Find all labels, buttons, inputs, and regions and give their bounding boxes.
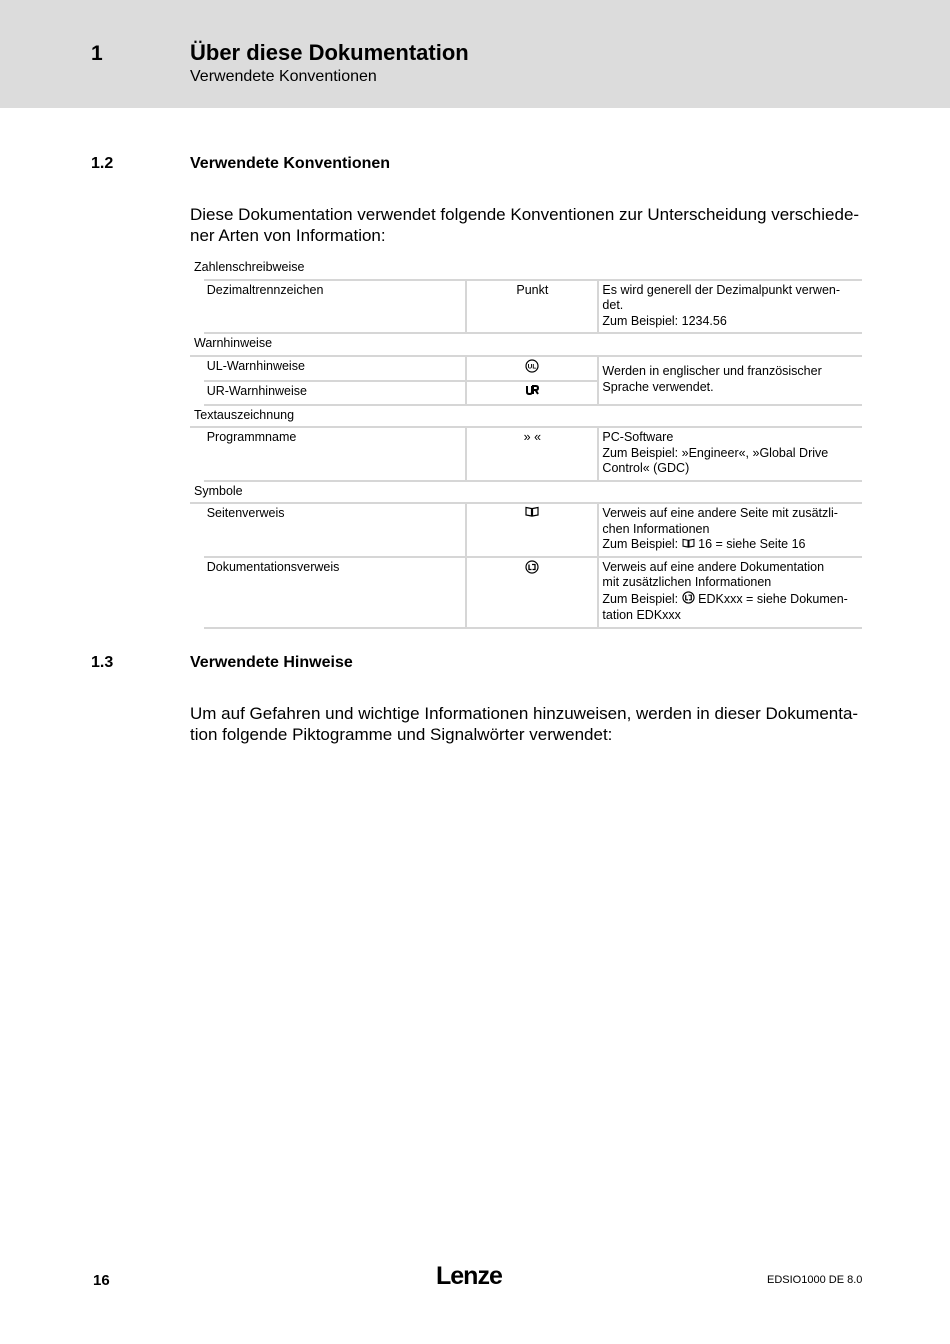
decimal-description: Es wird generell der Dezimalpunkt verwen- det. Zum Beispiel: 1234.56 xyxy=(598,280,862,334)
table-row xyxy=(190,503,862,557)
category-text: Textauszeichnung xyxy=(190,405,862,428)
table-row xyxy=(190,427,862,481)
svg-text:UL: UL xyxy=(528,363,537,370)
intro-line: ner Arten von Information: xyxy=(190,226,386,245)
category-row xyxy=(190,481,862,504)
warning-description: Werden in englischer und französischer Sprache verwendet. xyxy=(598,356,862,405)
intro-line: Um auf Gefahren und wichtige Informationen hinzuweisen, werden in dieser Dokumenta- xyxy=(190,704,859,723)
category-warnings: Warnhinweise xyxy=(190,333,862,356)
table-row xyxy=(190,280,862,334)
chapter-number: 1 xyxy=(91,42,103,65)
program-symbol: » « xyxy=(466,427,598,481)
decimal-name: Dezimaltrennzeichen xyxy=(204,280,467,334)
category-row xyxy=(190,405,862,428)
documentation-reference-icon xyxy=(682,591,695,609)
category-row xyxy=(190,333,862,356)
book-icon xyxy=(525,506,539,522)
program-description: PC-Software Zum Beispiel: »Engineer«, »Global Drive Control« (GDC) xyxy=(598,427,862,481)
category-row xyxy=(190,258,862,280)
lenze-logo: Lenze xyxy=(436,1262,502,1290)
page-ref-symbol-cell xyxy=(466,503,598,557)
book-icon xyxy=(682,537,695,553)
chapter-subtitle: Verwendete Konventionen xyxy=(190,68,377,85)
section-1-3-title: Verwendete Hinweise xyxy=(190,654,353,671)
doc-ref-name: Dokumentationsverweis xyxy=(204,557,467,628)
documentation-reference-icon xyxy=(525,560,539,579)
table-row xyxy=(190,557,862,628)
conventions-table xyxy=(190,258,862,629)
program-name: Programmname xyxy=(204,427,467,481)
table-row xyxy=(190,356,862,382)
page-ref-description: Verweis auf eine andere Seite mit zusätzli- chen Informationen Zum Beispiel: 16 = siehe Seite 16 xyxy=(598,503,862,557)
ul-warning-name: UL-Warnhinweise xyxy=(204,356,467,382)
ur-warning-name: UR-Warnhinweise xyxy=(204,381,467,405)
section-1-3-intro xyxy=(190,703,862,745)
document-reference: EDSIO1000 DE 8.0 xyxy=(767,1274,863,1286)
intro-line: Diese Dokumentation verwendet folgende Konventionen zur Unterscheidung verschiede- xyxy=(190,205,860,224)
page-number: 16 xyxy=(93,1272,110,1289)
category-symbols: Symbole xyxy=(190,481,862,504)
ur-symbol-cell xyxy=(466,381,598,405)
doc-ref-symbol-cell xyxy=(466,557,598,628)
doc-ref-description: Verweis auf eine andere Dokumentation mit zusätzlichen Informationen Zum Beispiel: EDKxxx = siehe Dokumen- tation EDKxxx xyxy=(598,557,862,628)
intro-line: tion folgende Piktogramme und Signalwörter verwendet: xyxy=(190,725,613,744)
page-ref-name: Seitenverweis xyxy=(204,503,467,557)
ur-recognized-icon xyxy=(525,384,539,401)
section-1-2-intro xyxy=(190,204,862,246)
page-header xyxy=(0,0,950,108)
section-1-2-title: Verwendete Konventionen xyxy=(190,155,391,172)
category-numbers: Zahlenschreibweise xyxy=(194,260,305,274)
section-1-2-number: 1.2 xyxy=(91,155,114,172)
ul-listed-icon xyxy=(525,359,539,378)
decimal-symbol: Punkt xyxy=(466,280,598,334)
ul-symbol-cell xyxy=(466,356,598,382)
chapter-title: Über diese Dokumentation xyxy=(190,40,469,65)
section-1-3-number: 1.3 xyxy=(91,654,114,671)
